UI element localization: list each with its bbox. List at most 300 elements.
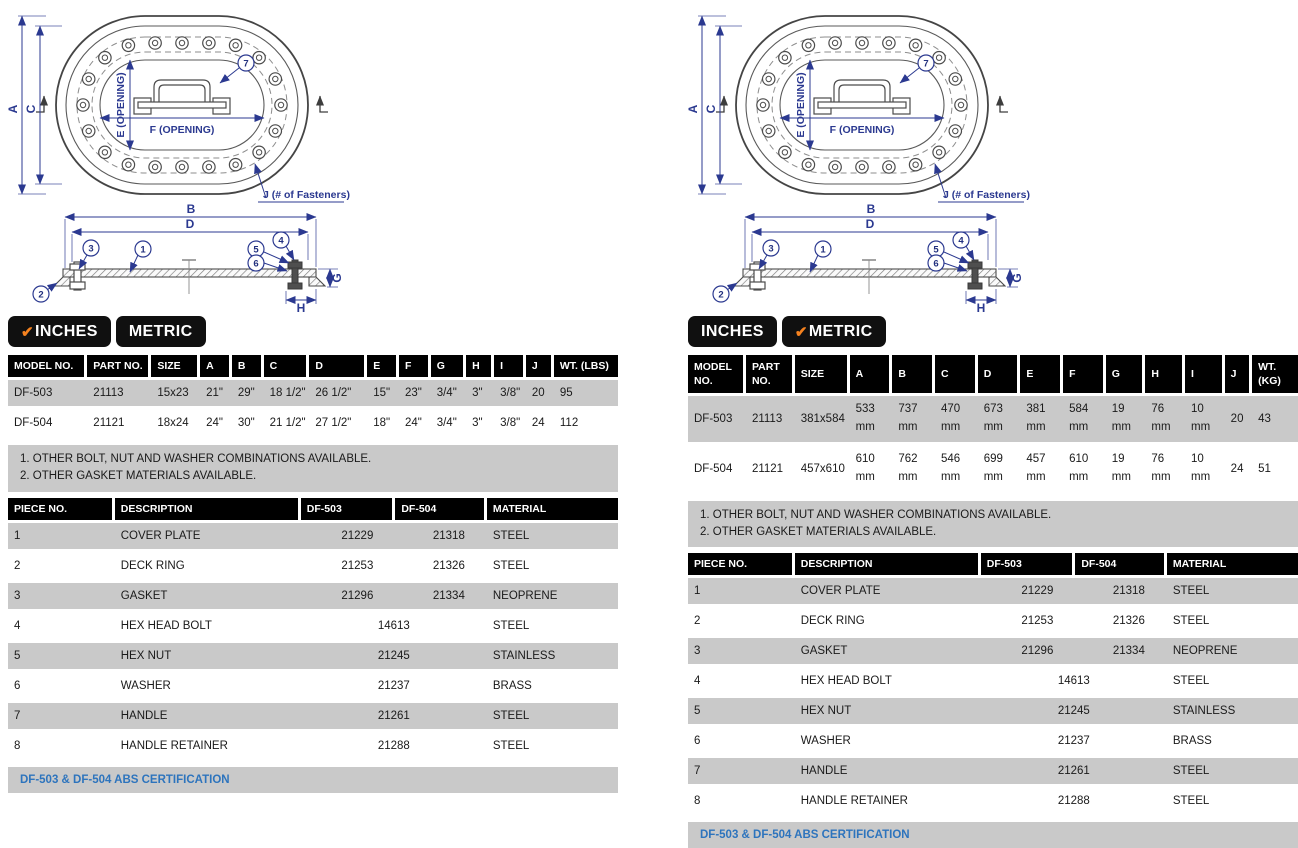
callout-3-gasket: 3 bbox=[768, 243, 774, 255]
cell: 2 bbox=[8, 553, 115, 583]
value: 381 bbox=[1026, 403, 1046, 416]
unit: mm bbox=[1026, 470, 1046, 483]
cell: 21261 bbox=[981, 758, 1167, 788]
checkmark-icon: ✔ bbox=[21, 323, 34, 341]
top-view bbox=[36, 16, 328, 194]
col-header: PIECE NO. bbox=[688, 553, 795, 578]
cell bbox=[850, 446, 893, 496]
table-row bbox=[8, 380, 618, 410]
col-header: B bbox=[892, 355, 935, 396]
col-header: C bbox=[935, 355, 978, 396]
cell: 3 bbox=[8, 583, 115, 613]
cell bbox=[1145, 396, 1185, 446]
unit: mm bbox=[855, 421, 875, 434]
cell: 4 bbox=[688, 668, 795, 698]
cell bbox=[978, 446, 1021, 496]
cell: 18 1/2" bbox=[264, 380, 310, 410]
dim-label-h: H bbox=[296, 301, 306, 315]
checkmark-icon: ✔ bbox=[794, 323, 808, 341]
cell: DECK RING bbox=[115, 553, 301, 583]
cell: HANDLE RETAINER bbox=[115, 733, 301, 763]
table-row bbox=[8, 643, 618, 673]
fastener-bolt bbox=[176, 161, 188, 173]
cell: 21296 bbox=[981, 638, 1076, 668]
cell: 8 bbox=[688, 788, 795, 818]
cell: 51 bbox=[1252, 446, 1298, 496]
cell: HANDLE bbox=[795, 758, 981, 788]
section-mark-right bbox=[320, 96, 328, 112]
deck-ring-right bbox=[309, 277, 325, 286]
cover-plate bbox=[63, 269, 316, 277]
cell: 3" bbox=[466, 380, 494, 410]
cell bbox=[1185, 396, 1225, 446]
fastener-bolt bbox=[883, 37, 895, 49]
callout-4-hex-head-bolt: 4 bbox=[278, 235, 284, 247]
fastener-bolt bbox=[763, 125, 775, 137]
fastener-bolt bbox=[176, 37, 188, 49]
table-row bbox=[688, 446, 1298, 496]
col-header: DESCRIPTION bbox=[795, 553, 981, 578]
cell bbox=[1063, 446, 1106, 496]
cell: 14613 bbox=[301, 613, 487, 643]
cell: 21334 bbox=[395, 583, 487, 613]
cell: 21245 bbox=[981, 698, 1167, 728]
cell: STEEL bbox=[487, 613, 618, 643]
cell: 21 1/2" bbox=[264, 410, 310, 440]
cell: 3/8" bbox=[494, 380, 526, 410]
tab-inches-label: INCHES bbox=[34, 322, 98, 340]
col-header: PIECE NO. bbox=[8, 498, 115, 523]
note-line: 1. OTHER BOLT, NUT AND WASHER COMBINATIONS AVAILABLE. bbox=[20, 453, 372, 465]
certification-bar bbox=[688, 822, 1298, 848]
fastener-bolt bbox=[149, 37, 161, 49]
cell: STEEL bbox=[1167, 668, 1298, 698]
fastener-bolt bbox=[253, 146, 265, 158]
value: 610 bbox=[855, 452, 875, 465]
cell: 21113 bbox=[746, 396, 795, 446]
side-view-dimensions bbox=[33, 202, 344, 315]
cell: 95 bbox=[554, 380, 618, 410]
cell: 21229 bbox=[301, 523, 396, 553]
top-view bbox=[716, 16, 1008, 194]
cell bbox=[1020, 396, 1063, 446]
col-header: B bbox=[232, 355, 264, 380]
cell: STEEL bbox=[1167, 608, 1298, 638]
table-row bbox=[688, 728, 1298, 758]
cell: WASHER bbox=[115, 673, 301, 703]
unit: mm bbox=[1111, 470, 1131, 483]
cell: STEEL bbox=[1167, 578, 1298, 608]
fastener-bolt bbox=[122, 39, 134, 51]
fastener-bolt bbox=[933, 52, 945, 64]
cover-plate bbox=[743, 269, 996, 277]
dim-label-f-opening: F (OPENING) bbox=[149, 124, 215, 136]
cell bbox=[978, 396, 1021, 446]
hatch-drawing-svg bbox=[688, 6, 1298, 313]
fastener-bolt bbox=[269, 73, 281, 85]
col-header: A bbox=[850, 355, 893, 396]
cell: 21326 bbox=[1075, 608, 1167, 638]
cell: STEEL bbox=[1167, 788, 1298, 818]
cell: 6 bbox=[8, 673, 115, 703]
fastener-bolt bbox=[229, 39, 241, 51]
value: 533 bbox=[855, 403, 875, 416]
dim-label-a: A bbox=[6, 104, 20, 114]
col-header: J bbox=[526, 355, 554, 380]
unit: mm bbox=[1151, 470, 1171, 483]
cell: 21296 bbox=[301, 583, 396, 613]
cell: 23" bbox=[399, 380, 431, 410]
fastener-bolt bbox=[779, 52, 791, 64]
unit: mm bbox=[1151, 421, 1171, 434]
cell: DF-503 bbox=[688, 396, 746, 446]
callout-4-hex-head-bolt: 4 bbox=[958, 235, 964, 247]
fastener-bolt bbox=[933, 146, 945, 158]
value: 470 bbox=[941, 403, 961, 416]
value: 737 bbox=[898, 403, 918, 416]
notes bbox=[8, 445, 618, 492]
cell: DECK RING bbox=[795, 608, 981, 638]
cell: 29" bbox=[232, 380, 264, 410]
fastener-bolt bbox=[99, 146, 111, 158]
cell: DF-504 bbox=[8, 410, 87, 440]
dim-label-c: C bbox=[704, 104, 718, 114]
cell: 381x584 bbox=[795, 396, 850, 446]
cell: 2 bbox=[688, 608, 795, 638]
cell: DF-503 bbox=[8, 380, 87, 410]
table-row bbox=[688, 638, 1298, 668]
cell: 21253 bbox=[301, 553, 396, 583]
cell: BRASS bbox=[487, 673, 618, 703]
fastener-bolt bbox=[253, 52, 265, 64]
fastener-bolt bbox=[802, 39, 814, 51]
col-header: MODEL NO. bbox=[8, 355, 87, 380]
parts-table bbox=[8, 498, 618, 763]
note-line: 2. OTHER GASKET MATERIALS AVAILABLE. bbox=[20, 470, 257, 483]
cell: 21253 bbox=[981, 608, 1076, 638]
col-header: H bbox=[466, 355, 494, 380]
col-header: MATERIAL bbox=[487, 498, 618, 523]
cell: 21288 bbox=[301, 733, 487, 763]
col-header: C bbox=[264, 355, 310, 380]
cell: 5 bbox=[688, 698, 795, 728]
callout-2-deck-ring: 2 bbox=[38, 289, 44, 301]
fastener-bolt bbox=[229, 159, 241, 171]
table-row bbox=[8, 583, 618, 613]
unit: mm bbox=[1191, 421, 1211, 434]
cell bbox=[935, 446, 978, 496]
cell: HANDLE bbox=[115, 703, 301, 733]
fastener-bolt bbox=[149, 161, 161, 173]
cell: 3 bbox=[688, 638, 795, 668]
cell: STEEL bbox=[487, 733, 618, 763]
col-header: E bbox=[1020, 355, 1063, 396]
fastener-bolt bbox=[883, 161, 895, 173]
fastener-bolt bbox=[763, 73, 775, 85]
callout-1-cover-plate: 1 bbox=[140, 244, 146, 256]
unit: mm bbox=[855, 470, 875, 483]
fastener-bolt bbox=[909, 39, 921, 51]
table-row bbox=[688, 608, 1298, 638]
hatch-drawing-svg bbox=[8, 6, 618, 313]
col-header: G bbox=[431, 355, 466, 380]
cell: 21245 bbox=[301, 643, 487, 673]
col-header: F bbox=[1063, 355, 1106, 396]
cell: STEEL bbox=[487, 553, 618, 583]
fastener-bolt bbox=[99, 52, 111, 64]
value: 584 bbox=[1069, 403, 1089, 416]
section-mark-right bbox=[1000, 96, 1008, 112]
table-row bbox=[8, 523, 618, 553]
handle bbox=[814, 80, 910, 114]
side-view-dimensions bbox=[713, 202, 1024, 315]
table-row bbox=[8, 553, 618, 583]
col-header: DESCRIPTION bbox=[115, 498, 301, 523]
unit: mm bbox=[941, 470, 961, 483]
cell: STEEL bbox=[1167, 758, 1298, 788]
cell bbox=[1145, 446, 1185, 496]
cell: GASKET bbox=[115, 583, 301, 613]
panel-metric bbox=[688, 6, 1298, 848]
cell: 21121 bbox=[87, 410, 151, 440]
col-header: SIZE bbox=[795, 355, 850, 396]
fastener-bolt bbox=[83, 125, 95, 137]
unit: mm bbox=[1111, 421, 1131, 434]
value: 10 bbox=[1191, 452, 1204, 465]
table-row bbox=[8, 703, 618, 733]
col-header: DF-503 bbox=[981, 553, 1076, 578]
tab-metric-label: METRIC bbox=[128, 322, 193, 340]
cell: 27 1/2" bbox=[309, 410, 367, 440]
dim-label-b: B bbox=[186, 202, 196, 216]
cell: 21334 bbox=[1075, 638, 1167, 668]
cell bbox=[1106, 446, 1146, 496]
cell: 18x24 bbox=[151, 410, 200, 440]
cell: 6 bbox=[688, 728, 795, 758]
cell: STAINLESS bbox=[1167, 698, 1298, 728]
tab-inches[interactable] bbox=[8, 316, 111, 347]
cell: 15" bbox=[367, 380, 399, 410]
unit: mm bbox=[1026, 421, 1046, 434]
cell: HANDLE RETAINER bbox=[795, 788, 981, 818]
notes-parts-block bbox=[8, 445, 618, 793]
cell bbox=[935, 396, 978, 446]
callout-7-handle: 7 bbox=[243, 58, 249, 70]
callout-5-hex-nut: 5 bbox=[933, 244, 939, 256]
dim-label-e-opening: E (OPENING) bbox=[115, 72, 127, 138]
cell: 15x23 bbox=[151, 380, 200, 410]
cell: COVER PLATE bbox=[795, 578, 981, 608]
unit: mm bbox=[1191, 470, 1211, 483]
cell: STEEL bbox=[487, 523, 618, 553]
callout-2-deck-ring: 2 bbox=[718, 289, 724, 301]
deck-ring-right bbox=[989, 277, 1005, 286]
unit: mm bbox=[941, 421, 961, 434]
cell: STEEL bbox=[487, 703, 618, 733]
unit-tabs bbox=[688, 316, 1298, 347]
certification-bar bbox=[8, 767, 618, 793]
unit-tabs bbox=[8, 316, 618, 347]
col-header: J bbox=[1225, 355, 1252, 396]
hatch-technical-drawing bbox=[688, 6, 1298, 313]
cell: 21237 bbox=[301, 673, 487, 703]
notes-parts-block bbox=[688, 501, 1298, 848]
unit: mm bbox=[1069, 421, 1089, 434]
cell: 21288 bbox=[981, 788, 1167, 818]
note-line: 1. OTHER BOLT, NUT AND WASHER COMBINATIONS AVAILABLE. bbox=[700, 508, 1052, 521]
cell: HEX HEAD BOLT bbox=[795, 668, 981, 698]
cell: 30" bbox=[232, 410, 264, 440]
col-header: E bbox=[367, 355, 399, 380]
cell: 24 bbox=[1225, 446, 1252, 496]
note-line: 2. OTHER GASKET MATERIALS AVAILABLE. bbox=[700, 525, 937, 538]
cell: 24" bbox=[399, 410, 431, 440]
cell bbox=[850, 396, 893, 446]
callout-7-handle: 7 bbox=[923, 58, 929, 70]
col-header: MODEL NO. bbox=[688, 355, 746, 396]
dimensions-table-inches bbox=[8, 355, 618, 440]
dim-label-c: C bbox=[24, 104, 38, 114]
value: 673 bbox=[983, 403, 1003, 416]
fastener-bolt bbox=[275, 99, 287, 111]
fasteners-count-label: J (# of Fasteners) bbox=[943, 189, 1030, 201]
dim-label-h: H bbox=[976, 301, 986, 315]
tab-metric-label: METRIC bbox=[808, 322, 873, 340]
unit: mm bbox=[898, 421, 918, 434]
fastener-bolt bbox=[829, 37, 841, 49]
cell: 18" bbox=[367, 410, 399, 440]
abs-certification-link[interactable]: DF-503 & DF-504 ABS CERTIFICATION bbox=[20, 773, 230, 786]
cell: 26 1/2" bbox=[309, 380, 367, 410]
table-row bbox=[688, 698, 1298, 728]
col-header: WT. (KG) bbox=[1252, 355, 1298, 396]
fastener-bolt bbox=[779, 146, 791, 158]
cell: 21" bbox=[200, 380, 232, 410]
table-row bbox=[8, 733, 618, 763]
value: 762 bbox=[898, 452, 918, 465]
dim-label-f-opening: F (OPENING) bbox=[829, 124, 895, 136]
hatch-technical-drawing bbox=[8, 6, 618, 313]
col-header: DF-504 bbox=[1075, 553, 1167, 578]
fastener-bolt bbox=[757, 99, 769, 111]
cell: 20 bbox=[526, 380, 554, 410]
dim-label-g: G bbox=[330, 273, 344, 283]
cell: 14613 bbox=[981, 668, 1167, 698]
cell: 24" bbox=[200, 410, 232, 440]
fastener-bolt bbox=[909, 159, 921, 171]
parts-table bbox=[688, 553, 1298, 818]
col-header: DF-504 bbox=[395, 498, 487, 523]
col-header: D bbox=[309, 355, 367, 380]
fastener-bolt bbox=[77, 99, 89, 111]
unit: mm bbox=[983, 421, 1003, 434]
dim-label-a: A bbox=[686, 104, 700, 114]
tab-inches[interactable] bbox=[688, 316, 777, 347]
col-header: MATERIAL bbox=[1167, 553, 1298, 578]
cell: 3" bbox=[466, 410, 494, 440]
value: 457 bbox=[1026, 452, 1046, 465]
cell: WASHER bbox=[795, 728, 981, 758]
header-row bbox=[8, 498, 618, 523]
col-header: WT. (LBS) bbox=[554, 355, 618, 380]
cell: 112 bbox=[554, 410, 618, 440]
col-header: G bbox=[1106, 355, 1146, 396]
cell: 21121 bbox=[746, 446, 795, 496]
value: 546 bbox=[941, 452, 961, 465]
value: 10 bbox=[1191, 403, 1204, 416]
fastener-bolt bbox=[802, 159, 814, 171]
dim-label-d: D bbox=[865, 217, 875, 231]
unit: mm bbox=[983, 470, 1003, 483]
cell bbox=[892, 396, 935, 446]
unit: mm bbox=[898, 470, 918, 483]
notes bbox=[688, 501, 1298, 548]
fastener-bolt bbox=[856, 37, 868, 49]
cell: 24 bbox=[526, 410, 554, 440]
dim-label-d: D bbox=[185, 217, 195, 231]
value: 19 bbox=[1111, 403, 1125, 416]
col-header: F bbox=[399, 355, 431, 380]
table-row bbox=[8, 613, 618, 643]
dim-label-e-opening: E (OPENING) bbox=[795, 72, 807, 138]
cell: 21229 bbox=[981, 578, 1076, 608]
cell: 21261 bbox=[301, 703, 487, 733]
deck-ring-left bbox=[54, 277, 70, 286]
cell bbox=[1185, 446, 1225, 496]
fasteners-count-label: J (# of Fasteners) bbox=[263, 189, 350, 201]
cell: 3/4" bbox=[431, 380, 466, 410]
cell: COVER PLATE bbox=[115, 523, 301, 553]
header-row bbox=[688, 553, 1298, 578]
col-header: PART NO. bbox=[746, 355, 795, 396]
cell bbox=[1063, 396, 1106, 446]
fastener-bolt bbox=[856, 161, 868, 173]
tab-metric[interactable] bbox=[116, 316, 206, 347]
table-row bbox=[688, 758, 1298, 788]
value: 610 bbox=[1069, 452, 1089, 465]
cell: 5 bbox=[8, 643, 115, 673]
col-header: H bbox=[1145, 355, 1185, 396]
col-header: A bbox=[200, 355, 232, 380]
fastener-bolt bbox=[203, 37, 215, 49]
cell: HEX NUT bbox=[115, 643, 301, 673]
cell: 3/8" bbox=[494, 410, 526, 440]
cell: 21237 bbox=[981, 728, 1167, 758]
cell: 21326 bbox=[395, 553, 487, 583]
dim-label-b: B bbox=[866, 202, 876, 216]
abs-certification-link[interactable]: DF-503 & DF-504 ABS CERTIFICATION bbox=[700, 829, 910, 842]
fastener-bolt bbox=[122, 159, 134, 171]
cell: 43 bbox=[1252, 396, 1298, 446]
cell bbox=[1106, 396, 1146, 446]
cell bbox=[1020, 446, 1063, 496]
fastener-bolt bbox=[269, 125, 281, 137]
fastener-bolt bbox=[949, 73, 961, 85]
side-view bbox=[734, 260, 1005, 294]
table-row bbox=[688, 788, 1298, 818]
tab-metric[interactable] bbox=[782, 316, 886, 347]
value: 76 bbox=[1151, 403, 1165, 416]
col-header: PART NO. bbox=[87, 355, 151, 380]
cell: 3/4" bbox=[431, 410, 466, 440]
table-row bbox=[688, 396, 1298, 446]
fastener-bolt bbox=[955, 99, 967, 111]
cell: GASKET bbox=[795, 638, 981, 668]
col-header: SIZE bbox=[151, 355, 200, 380]
cell: 1 bbox=[688, 578, 795, 608]
cell: 7 bbox=[8, 703, 115, 733]
cell: BRASS bbox=[1167, 728, 1298, 758]
